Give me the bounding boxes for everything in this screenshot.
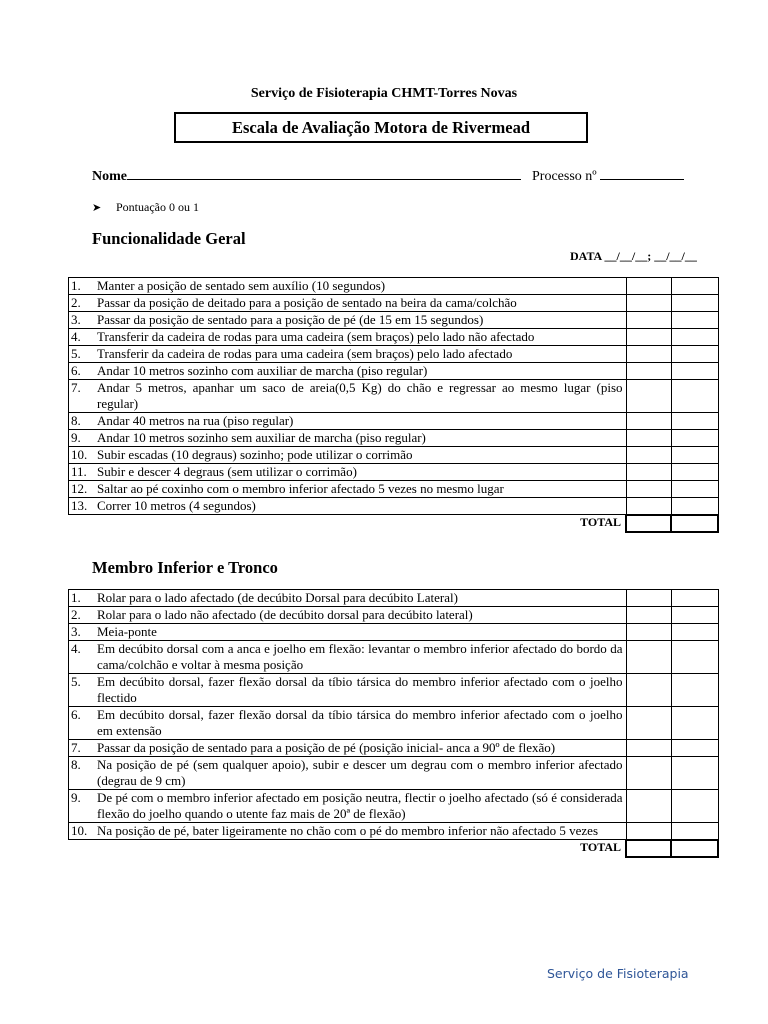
table-row: 10. Subir escadas (10 degraus) sozinho; pode utilizar o corrimão [69,447,719,464]
process-label: Processo nº [532,169,597,184]
score-cell[interactable] [671,790,718,823]
score-cell[interactable] [671,413,718,430]
score-cell[interactable] [671,363,718,380]
score-cell[interactable] [626,823,671,840]
arrow-bullet-icon: ➤ [92,202,102,214]
score-cell[interactable] [626,790,671,823]
section-title-lower-limb: Membro Inferior e Tronco [92,558,278,577]
lower-limb-trunk-table [68,589,719,858]
total-score-box[interactable] [626,840,671,857]
table-row: 9. De pé com o membro inferior afectado em posição neutra, flectir o joelho afectado (só é considerada flexão do joelho quando o utente faz mais de 20ª de flexão) [69,790,719,823]
table-row: 4. Em decúbito dorsal com a anca e joelho em flexão: levantar o membro inferior afectado do bordo da cama/colchão e voltar à mesma posição [69,641,719,674]
section-title-general: Funcionalidade Geral [92,229,246,248]
score-cell[interactable] [626,740,671,757]
score-cell[interactable] [671,757,718,790]
score-cell[interactable] [626,498,671,515]
table-row: 12. Saltar ao pé coxinho com o membro inferior afectado 5 vezes no mesmo lugar [69,481,719,498]
score-cell[interactable] [626,380,671,413]
score-cell[interactable] [626,346,671,363]
table-row: 3. Meia-ponte [69,624,719,641]
score-cell[interactable] [671,430,718,447]
score-cell[interactable] [671,380,718,413]
score-cell[interactable] [671,823,718,840]
name-label: Nome [92,169,127,184]
score-cell[interactable] [671,607,718,624]
score-cell[interactable] [671,447,718,464]
score-cell[interactable] [626,624,671,641]
score-cell[interactable] [626,312,671,329]
lower-limb-rows [69,590,719,857]
table-row: 1. Manter a posição de sentado sem auxílio (10 segundos) [69,278,719,295]
total-row [69,840,719,857]
score-cell[interactable] [671,740,718,757]
table-row: 1. Rolar para o lado afectado (de decúbito Dorsal para decúbito Lateral) [69,590,719,607]
table-row: 10. Na posição de pé, bater ligeiramente no chão com o pé do membro inferior não afectado 5 vezes [69,823,719,840]
document-title [174,112,588,143]
total-score-box[interactable] [671,840,718,857]
table-row: 3. Passar da posição de sentado para a posição de pé (de 15 em 15 segundos) [69,312,719,329]
score-cell[interactable] [626,329,671,346]
table-row: 6. Andar 10 metros sozinho com auxiliar de marcha (piso regular) [69,363,719,380]
general-function-rows [69,278,719,532]
total-score-box[interactable] [626,515,671,532]
table-row: 6. Em decúbito dorsal, fazer flexão dorsal da tíbio társica do membro inferior afectado com o joelho em extensão [69,707,719,740]
score-cell[interactable] [671,624,718,641]
scoring-note [92,200,199,215]
name-field[interactable] [127,167,521,180]
process-field[interactable] [600,167,684,180]
table-row: 2. Passar da posição de deitado para a posição de sentado na beira da cama/colchão [69,295,719,312]
score-cell[interactable] [671,707,718,740]
patient-info-line [92,167,684,185]
score-cell[interactable] [626,757,671,790]
score-cell[interactable] [626,295,671,312]
score-cell[interactable] [626,430,671,447]
score-cell[interactable] [626,607,671,624]
score-cell[interactable] [671,481,718,498]
score-cell[interactable] [626,707,671,740]
score-cell[interactable] [671,295,718,312]
table-row: 13. Correr 10 metros (4 segundos) [69,498,719,515]
score-cell[interactable] [626,481,671,498]
table-row: 8. Na posição de pé (sem qualquer apoio), subir e descer um degrau com o membro inferior afectado (degrau de 9 cm) [69,757,719,790]
table-row: 5. Em decúbito dorsal, fazer flexão dorsal da tíbio társica do membro inferior afectado com o joelho flectido [69,674,719,707]
total-row [69,515,719,532]
score-cell[interactable] [671,498,718,515]
score-cell[interactable] [671,346,718,363]
general-function-table [68,277,719,533]
table-row: 11. Subir e descer 4 degraus (sem utilizar o corrimão) [69,464,719,481]
total-score-box[interactable] [671,515,718,532]
table-row: 2. Rolar para o lado não afectado (de decúbito dorsal para decúbito lateral) [69,607,719,624]
score-cell[interactable] [671,278,718,295]
scoring-note-text: Pontuação 0 ou 1 [116,200,199,214]
table-row: 4. Transferir da cadeira de rodas para uma cadeira (sem braços) pelo lado não afectado [69,329,719,346]
table-row: 9. Andar 10 metros sozinho sem auxiliar de marcha (piso regular) [69,430,719,447]
total-label: TOTAL [580,515,621,529]
score-cell[interactable] [671,329,718,346]
score-cell[interactable] [671,641,718,674]
table-row: 8. Andar 40 metros na rua (piso regular) [69,413,719,430]
table-row: 7. Andar 5 metros, apanhar um saco de areia(0,5 Kg) do chão e regressar ao mesmo lugar (piso regular) [69,380,719,413]
score-cell[interactable] [671,674,718,707]
table-row: 7. Passar da posição de sentado para a posição de pé (posição inicial- anca a 90º de flexão) [69,740,719,757]
score-cell[interactable] [671,312,718,329]
score-cell[interactable] [626,641,671,674]
score-cell[interactable] [626,590,671,607]
table-row: 5. Transferir da cadeira de rodas para uma cadeira (sem braços) pelo lado afectado [69,346,719,363]
date-line: DATA __/__/__; __/__/__ [570,249,697,263]
total-label: TOTAL [580,840,621,854]
score-cell[interactable] [671,464,718,481]
score-cell[interactable] [671,590,718,607]
score-cell[interactable] [626,674,671,707]
score-cell[interactable] [626,363,671,380]
score-cell[interactable] [626,278,671,295]
document-title-text: Escala de Avaliação Motora de Rivermead [231,117,530,137]
document-header: Serviço de Fisioterapia CHMT-Torres Novas [250,86,518,101]
score-cell[interactable] [626,413,671,430]
page-footer: Serviço de Fisioterapia [547,966,689,981]
score-cell[interactable] [626,464,671,481]
score-cell[interactable] [626,447,671,464]
